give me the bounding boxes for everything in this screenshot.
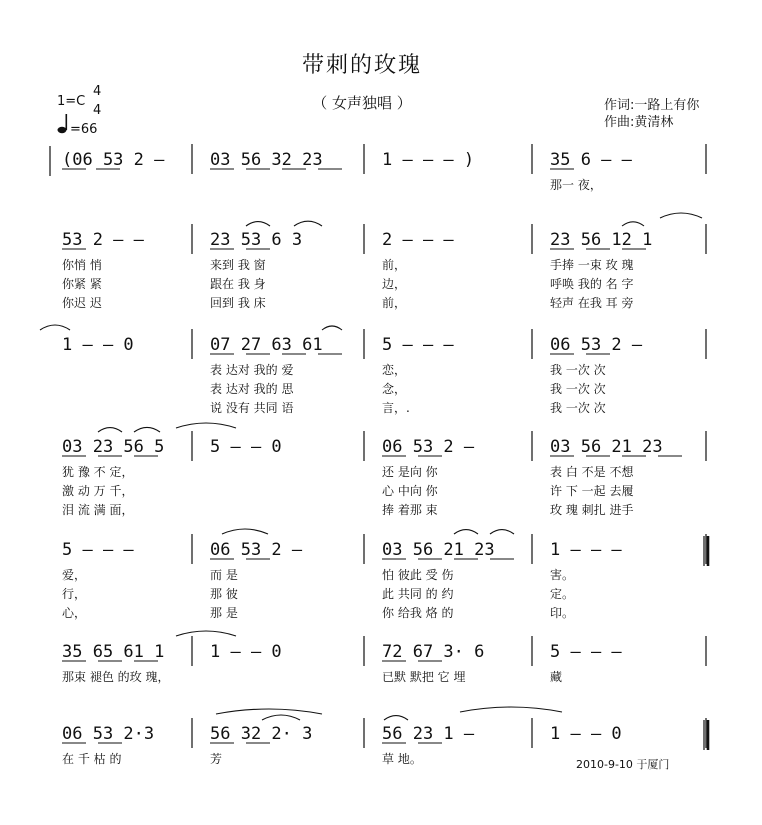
lyric-text: 来到 我 窗 — [210, 258, 266, 272]
measure-notes: 56 32 2· 3 — [210, 724, 313, 744]
lyric-text: 那 是 — [210, 606, 238, 620]
lyric-text: 那一 夜， — [550, 178, 602, 192]
composer-credit: 作曲:黄清林 — [604, 115, 674, 130]
lyric-text: 那 彼 — [210, 587, 238, 601]
lyric-text: 泪 流 满 面， — [62, 503, 134, 517]
lyric-text: 那束 褪色 的玫 瑰， — [62, 670, 170, 684]
measure-notes: 03 56 21 23 — [382, 540, 495, 560]
lyric-text: 已默 默把 它 埋 — [382, 670, 466, 684]
slur — [40, 325, 70, 330]
measure-notes: 53 2 – – — [62, 230, 144, 250]
slur — [660, 213, 702, 218]
slur — [216, 709, 322, 714]
song-title: 带刺的玫瑰 — [301, 53, 422, 78]
lyric-text: 心， — [62, 606, 87, 620]
lyric-text: 说 没有 共同 语 — [210, 401, 294, 415]
slur — [454, 530, 478, 534]
measure-notes: 5 – – – — [62, 540, 134, 560]
composition-date: 2010-9-10 于厦门 — [576, 758, 670, 771]
slur — [460, 707, 562, 712]
measure-notes: 07 27 63 61 — [210, 335, 323, 355]
lyric-text: 捧 着那 束 — [382, 503, 438, 517]
time-signature-bottom: 4 — [93, 103, 102, 118]
measure-notes: 35 6 – – — [550, 150, 632, 170]
measure-notes: 06 53 2·3 — [62, 724, 155, 744]
slur — [176, 423, 236, 428]
measure-notes: 1 – – 0 — [210, 642, 282, 662]
lyric-text: 你悄 悄 — [62, 258, 102, 272]
lyric-text: 行， — [62, 587, 87, 601]
lyric-text: 表 达对 我的 思 — [210, 382, 294, 396]
lyric-text: 芳 — [210, 752, 223, 766]
slur — [98, 428, 122, 432]
lyric-text: 表 达对 我的 爱 — [210, 363, 294, 377]
measure-notes: 5 – – – — [550, 642, 622, 662]
measure-notes: 06 53 2 – — [210, 540, 303, 560]
lyric-text: 还 是向 你 — [382, 465, 438, 479]
slur — [622, 222, 644, 226]
lyric-text: 犹 豫 不 定， — [62, 465, 134, 479]
slur — [262, 715, 300, 720]
lyric-text: 激 动 万 千， — [62, 484, 134, 498]
lyric-text: 言，. — [382, 401, 410, 415]
key-signature: 1=C — [57, 94, 86, 109]
lyric-text: 玫 瑰 刺扎 进手 — [550, 503, 634, 517]
time-signature-top: 4 — [93, 84, 102, 99]
measure-notes: 06 53 2 – — [382, 437, 475, 457]
lyric-text: 而 是 — [210, 568, 238, 582]
measure-notes: 35 65 61 1 — [62, 642, 165, 662]
lyric-text: 前， — [382, 296, 407, 310]
lyric-text: 边， — [382, 277, 407, 291]
slur — [222, 529, 268, 534]
measure-notes: 72 67 3· 6 — [382, 642, 485, 662]
measure-notes: 1 – – – — [550, 540, 622, 560]
measure-notes: 5 – – 0 — [210, 437, 282, 457]
slur — [322, 326, 342, 330]
lyric-text: 印。 — [550, 606, 575, 620]
lyric-text: 我 一次 次 — [550, 363, 606, 377]
song-subtitle: （ 女声独唱 ） — [312, 94, 412, 112]
lyric-text: 你 给我 烙 的 — [382, 606, 454, 620]
slur — [490, 530, 514, 534]
lyric-text: 你紧 紧 — [62, 277, 102, 291]
lyric-text: 我 一次 次 — [550, 382, 606, 396]
lyric-text: 草 地。 — [382, 752, 422, 766]
lyric-text: 害。 — [550, 568, 575, 582]
measure-notes: 2 – – – — [382, 230, 454, 250]
measure-notes: 23 53 6 3 — [210, 230, 303, 250]
lyric-text: 手捧 一束 玫 瑰 — [550, 258, 634, 272]
lyric-text: 许 下 一起 去履 — [550, 484, 634, 498]
measure-notes: 23 56 12 1 — [550, 230, 653, 250]
lyric-text: 藏 — [550, 670, 563, 684]
measure-notes: 06 53 2 – — [550, 335, 643, 355]
lyric-text: 回到 我 床 — [210, 296, 266, 310]
lyric-text: 爱， — [62, 568, 87, 582]
measure-notes: 03 56 21 23 — [550, 437, 663, 457]
lyric-text: 你迟 迟 — [62, 296, 102, 310]
lyric-text: 恋， — [382, 363, 407, 377]
measure-notes: 03 56 32 23 — [210, 150, 323, 170]
lyric-text: 念， — [382, 382, 407, 396]
lyricist-credit: 作词:一路上有你 — [604, 98, 700, 113]
lyric-text: 我 一次 次 — [550, 401, 606, 415]
lyric-text: 轻声 在我 耳 旁 — [550, 296, 634, 310]
measure-notes: 1 – – 0 — [62, 335, 134, 355]
lyric-text: 怕 彼此 受 伤 — [382, 568, 454, 582]
measure-notes: 03 23 56 5 — [62, 437, 165, 457]
slur — [176, 631, 236, 636]
lyric-text: 心 中向 你 — [382, 484, 438, 498]
slur — [246, 222, 270, 226]
slur — [134, 427, 160, 432]
lyric-text: 前， — [382, 258, 407, 272]
measure-notes: (06 53 2 – — [62, 150, 165, 170]
lyric-text: 此 共同 的 约 — [382, 587, 454, 601]
measure-notes: 1 – – 0 — [550, 724, 622, 744]
measure-notes: 5 – – – — [382, 335, 454, 355]
measure-notes: 1 – – – ) — [382, 150, 475, 170]
lyric-text: 在 千 枯 的 — [62, 752, 122, 766]
slur — [384, 716, 408, 720]
tempo-marking: =66 — [70, 122, 98, 137]
lyric-text: 表 白 不是 不想 — [550, 465, 634, 479]
lyric-text: 呼唤 我的 名 字 — [550, 277, 634, 291]
lyric-text: 跟在 我 身 — [210, 277, 266, 291]
slur — [294, 221, 322, 226]
measure-notes: 56 23 1 – — [382, 724, 475, 744]
lyric-text: 定。 — [550, 587, 575, 601]
